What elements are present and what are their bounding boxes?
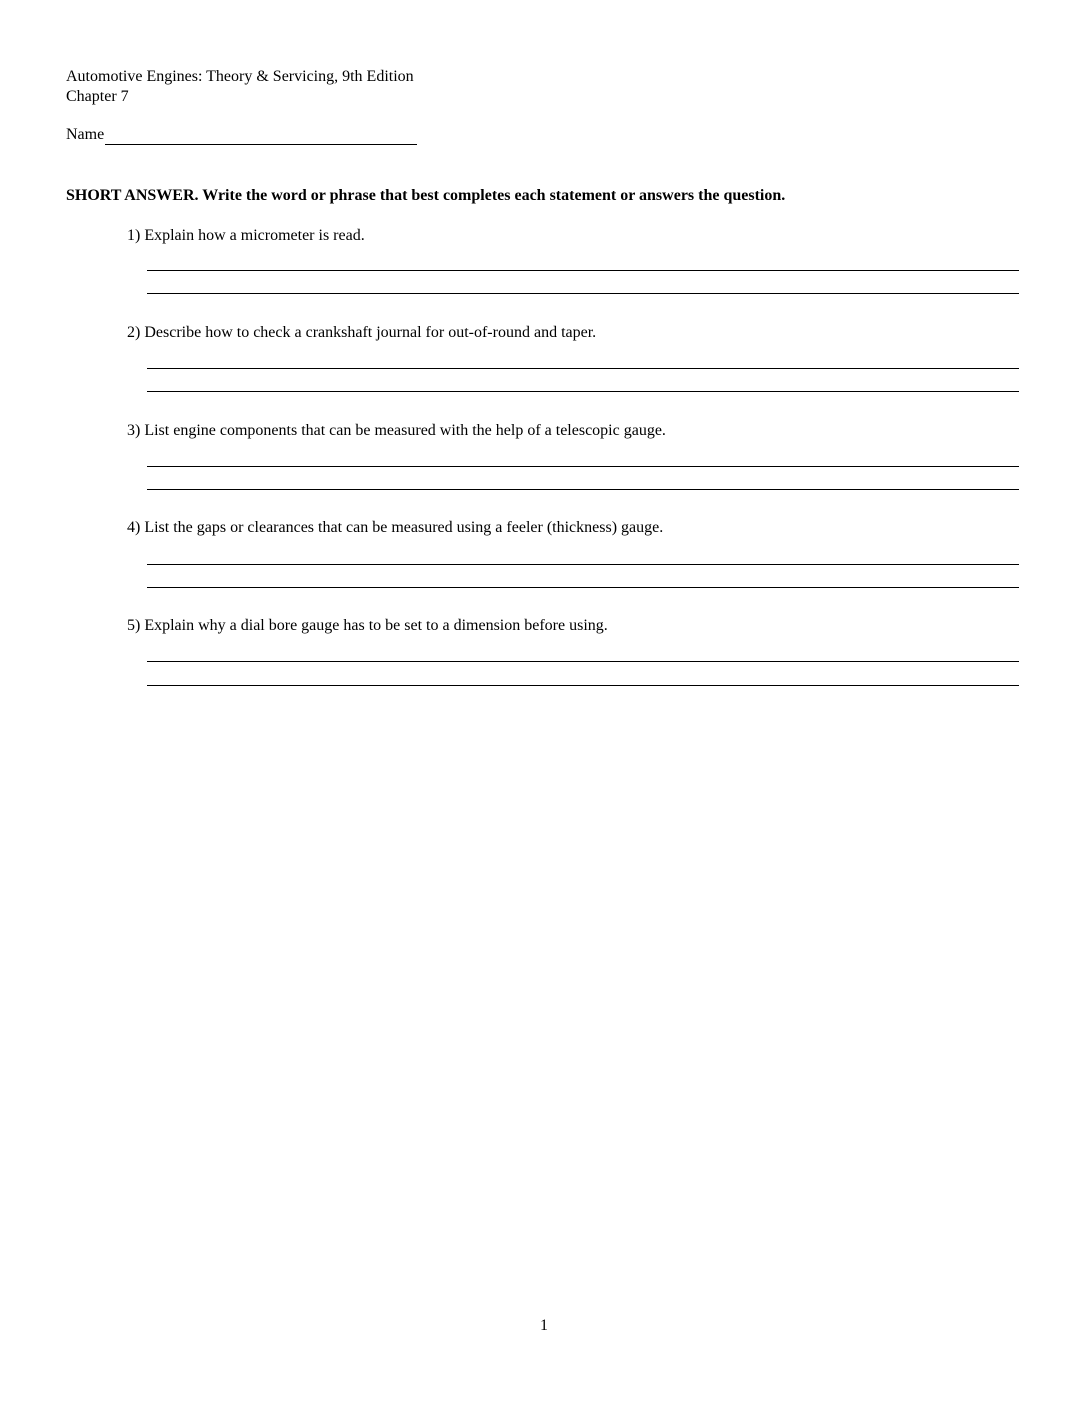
answer-line[interactable]	[147, 466, 1019, 467]
answer-line[interactable]	[147, 587, 1019, 588]
question-text: 5) Explain why a dial bore gauge has to be set to a dimension before using.	[127, 617, 608, 634]
name-blank-line[interactable]	[105, 126, 417, 145]
answer-line[interactable]	[147, 564, 1019, 565]
answer-line[interactable]	[147, 270, 1019, 271]
answer-line[interactable]	[147, 685, 1019, 686]
answer-line[interactable]	[147, 661, 1019, 662]
name-label: Name	[66, 126, 105, 143]
answer-line[interactable]	[147, 489, 1019, 490]
answer-line[interactable]	[147, 293, 1019, 294]
chapter-label: Chapter 7	[66, 88, 129, 105]
name-field-row	[66, 125, 417, 145]
question-text: 1) Explain how a micrometer is read.	[127, 227, 365, 244]
answer-line[interactable]	[147, 368, 1019, 369]
question-text: 3) List engine components that can be measured with the help of a telescopic gauge.	[127, 422, 666, 439]
answer-line[interactable]	[147, 391, 1019, 392]
question-text: 2) Describe how to check a crankshaft journal for out-of-round and taper.	[127, 324, 597, 341]
document-title: Automotive Engines: Theory & Servicing, 9th Edition	[66, 68, 414, 85]
document-header	[66, 67, 414, 107]
question-text: 4) List the gaps or clearances that can be measured using a feeler (thickness) gauge.	[127, 519, 664, 536]
section-instructions: SHORT ANSWER. Write the word or phrase that best completes each statement or answers the question.	[66, 187, 786, 204]
page-number: 1	[540, 1317, 548, 1334]
